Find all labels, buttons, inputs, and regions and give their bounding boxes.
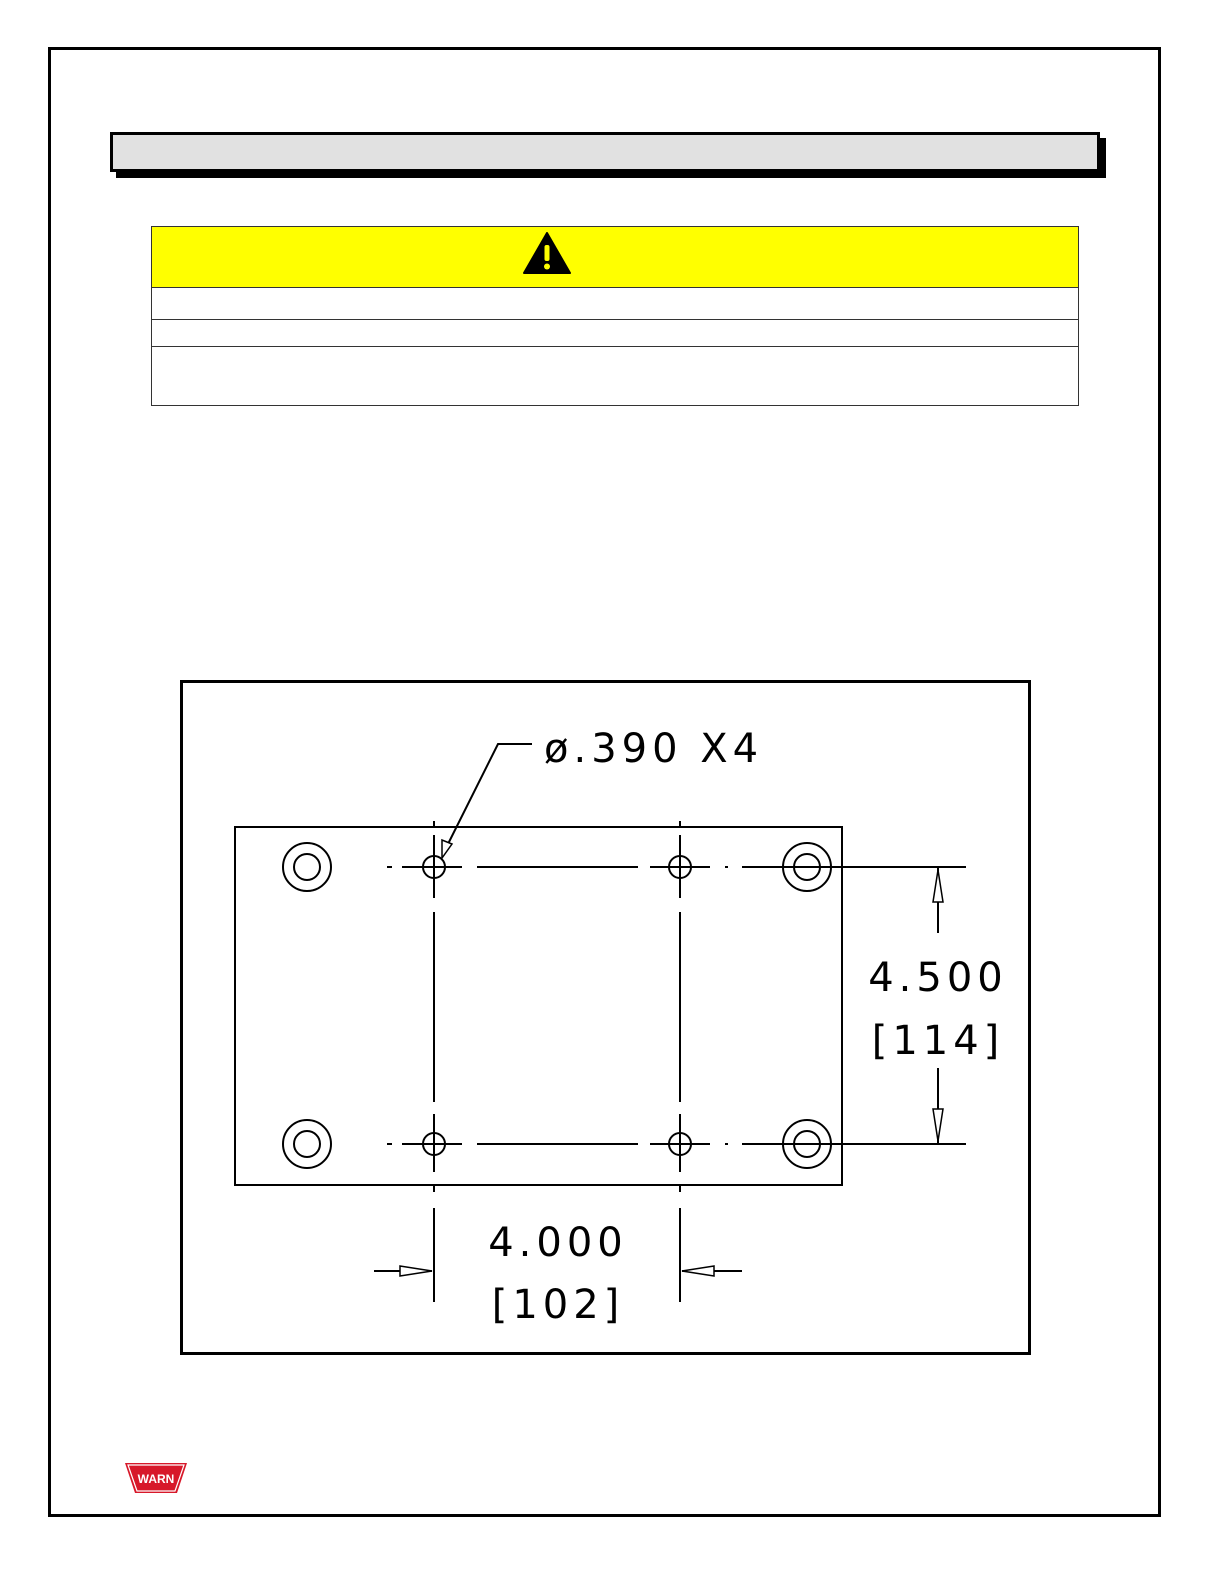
corner-hole-top-left [283, 843, 331, 891]
warning-row-1 [152, 288, 1078, 320]
hole-callout-leader [442, 744, 532, 858]
horizontal-dimension-arrow-right [682, 1266, 714, 1276]
vertical-dimension-arrow-top [933, 870, 943, 902]
horizontal-dimension-metric: [102] [491, 1282, 625, 1328]
hole-callout-label: ø.390 X4 [544, 726, 764, 772]
corner-hole-bottom-left [283, 1120, 331, 1168]
horizontal-dimension-value: 4.000 [488, 1220, 628, 1266]
warning-row-2 [152, 320, 1078, 347]
vertical-dimension-value: 4.500 [868, 955, 1008, 1001]
vertical-dimension-metric: [114] [871, 1018, 1005, 1064]
warn-logo-text: WARN [137, 1472, 175, 1486]
mounting-pattern-diagram [180, 680, 1031, 1355]
warning-row-3 [152, 347, 1078, 405]
warning-box [151, 226, 1079, 406]
horizontal-dimension-arrow-left [400, 1266, 432, 1276]
warn-logo [124, 1462, 188, 1494]
warning-triangle-icon [522, 231, 572, 275]
vertical-dimension-arrow-bottom [933, 1109, 943, 1141]
warning-banner [152, 227, 1078, 288]
section-header-bar [110, 132, 1100, 172]
